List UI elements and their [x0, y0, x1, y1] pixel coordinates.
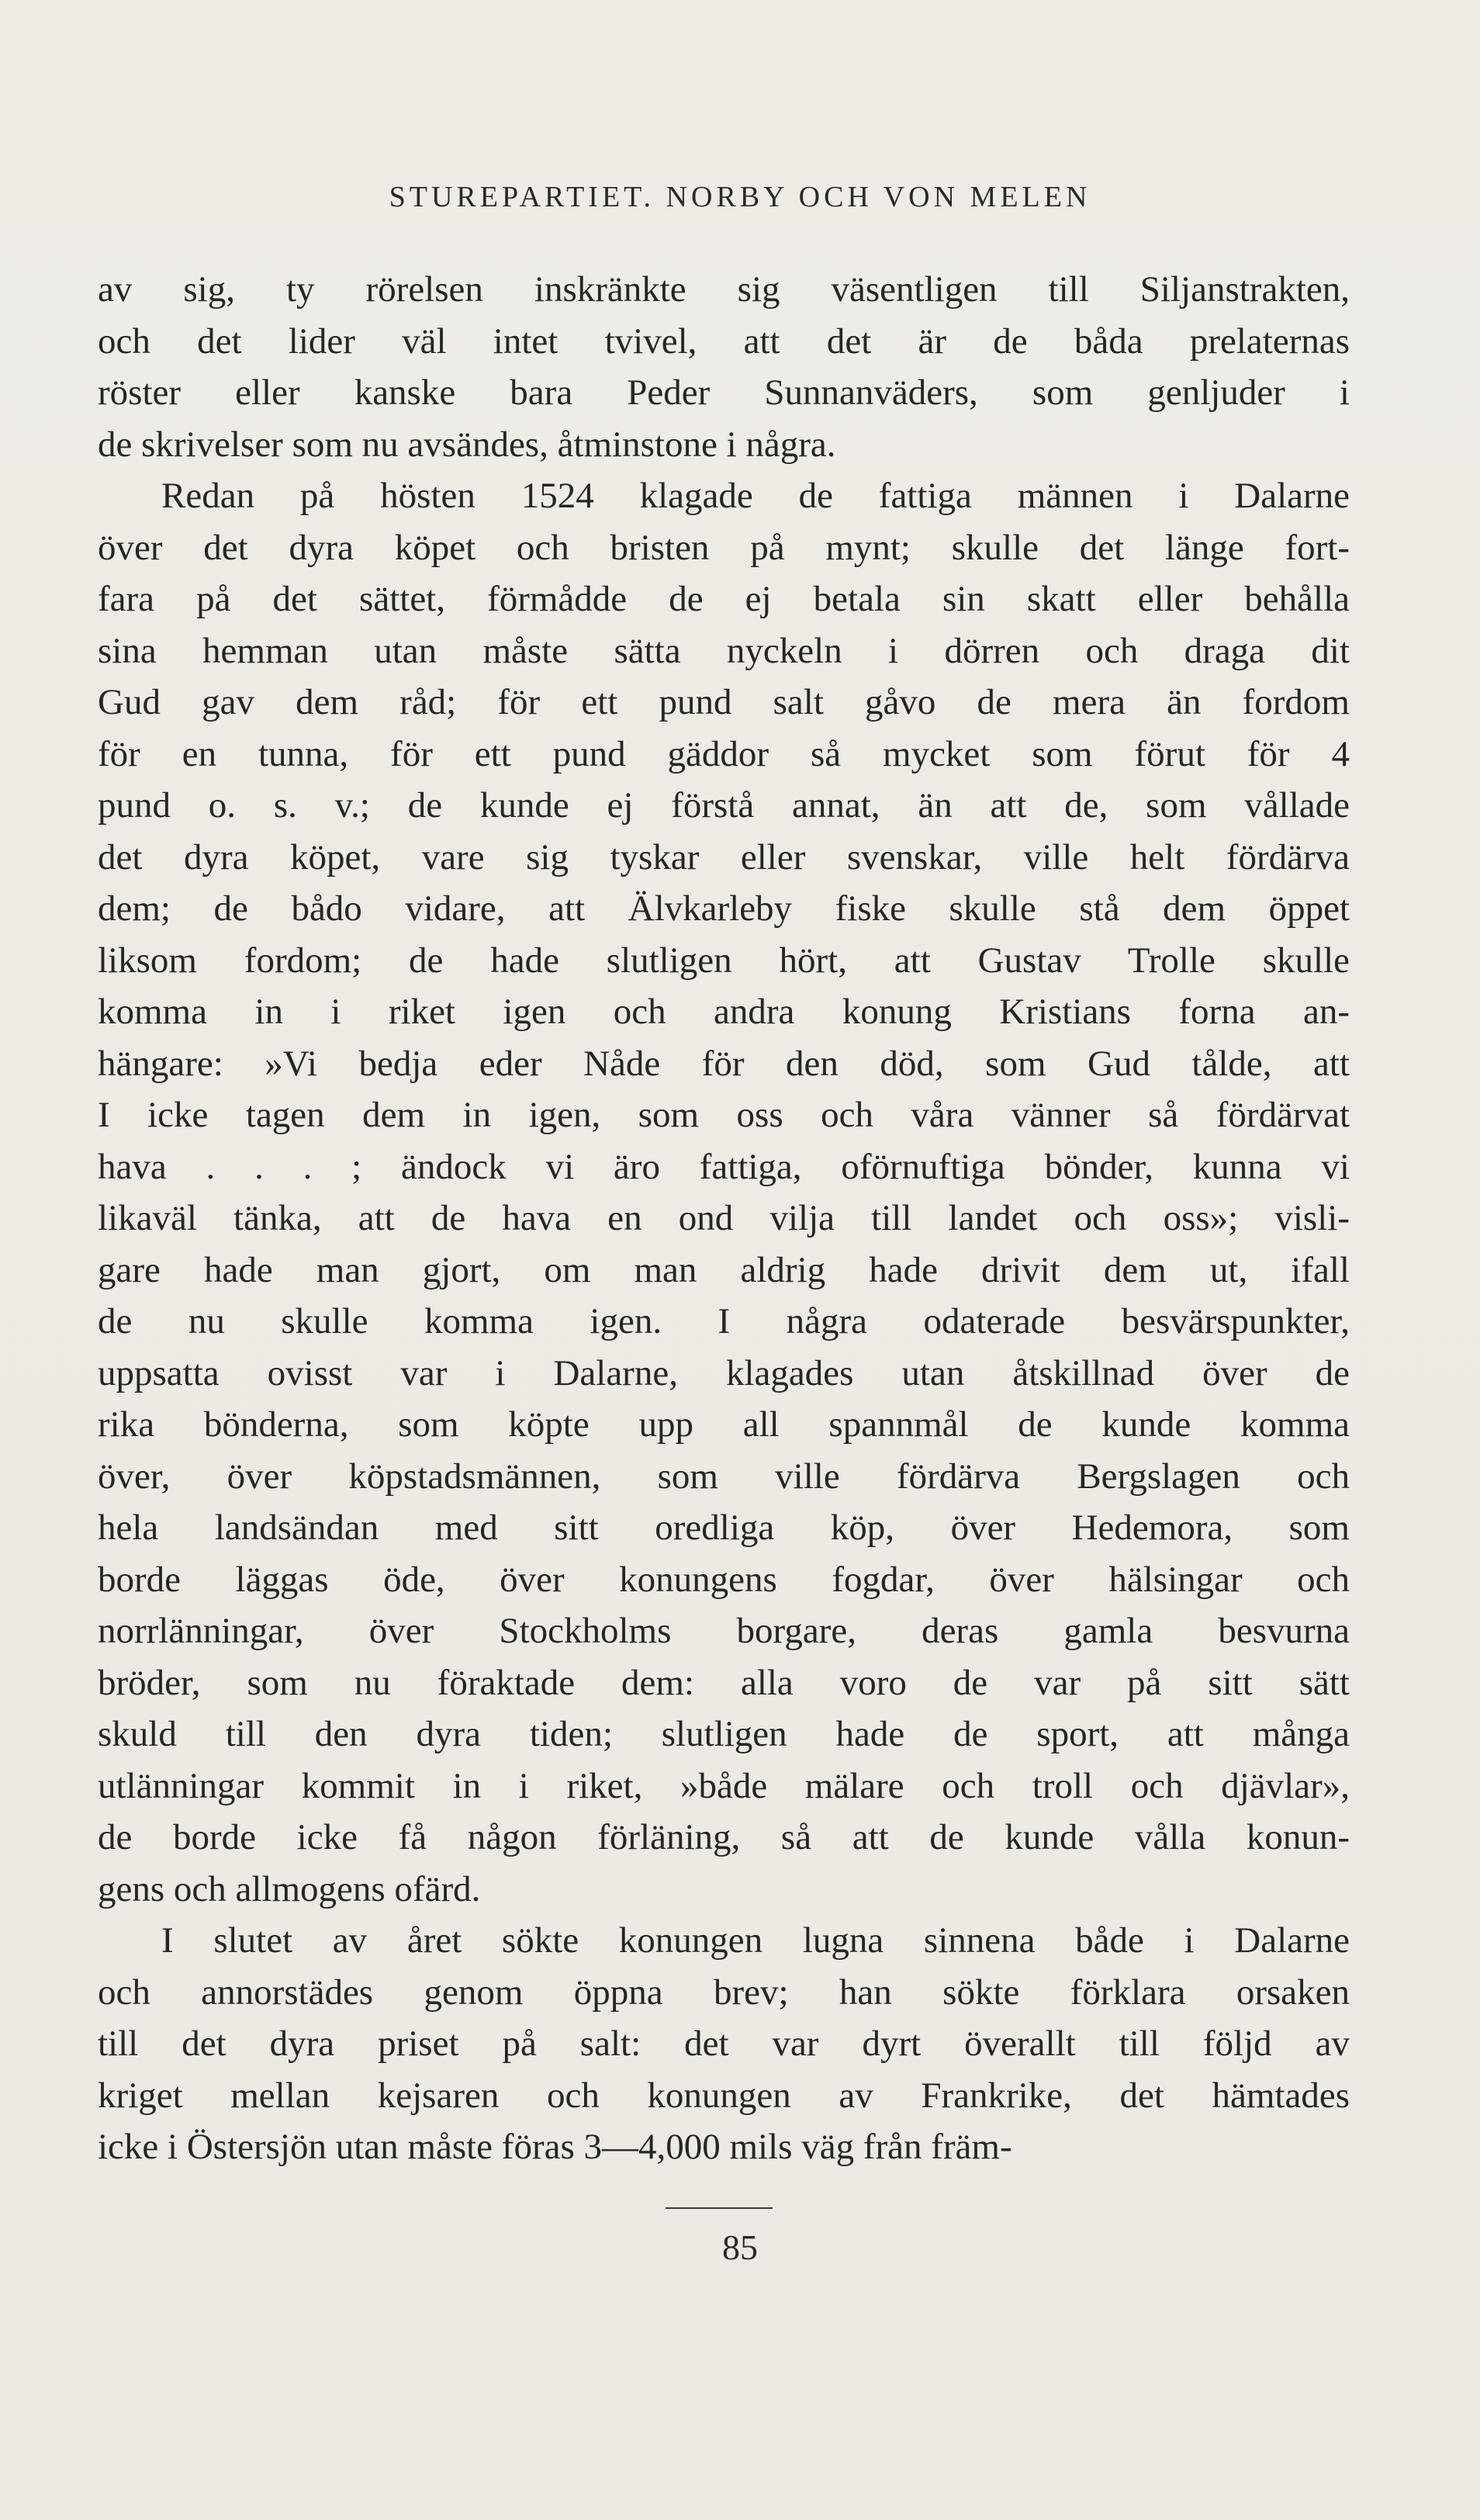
- text-line: till det dyra priset på salt: det var dyrt överallt till följd av: [98, 2023, 1350, 2064]
- text-line: Gud gav dem råd; för ett pund salt gåvo de mera än fordom: [98, 682, 1350, 722]
- text-line: hängare: »Vi bedja eder Nåde för den död, som Gud tålde, att: [98, 1043, 1350, 1084]
- text-line: komma in i riket igen och andra konung Kristians forna an-: [98, 992, 1350, 1032]
- text-line: de borde icke få någon förläning, så att de kunde vålla konun-: [98, 1817, 1350, 1857]
- text-line: I slutet av året sökte konungen lugna sinnena både i Dalarne: [161, 1920, 1350, 1961]
- text-line: liksom fordom; de hade slutligen hört, att Gustav Trolle skulle: [98, 940, 1350, 981]
- text-line: sina hemman utan måste sätta nyckeln i dörren och draga dit: [98, 630, 1350, 671]
- text-line: norrlänningar, över Stockholms borgare, deras gamla besvurna: [98, 1611, 1350, 1651]
- page-number: 85: [722, 2228, 758, 2267]
- text-line: gens och allmogens ofärd.: [98, 1868, 481, 1909]
- text-line: hela landsändan med sitt oredliga köp, över Hedemora, som: [98, 1508, 1350, 1548]
- text-line: likaväl tänka, att de hava en ond vilja till landet och oss»; visli-: [98, 1198, 1350, 1238]
- paragraph: [98, 264, 1350, 470]
- text-line: bröder, som nu föraktade dem: alla voro de var på sitt sätt: [98, 1662, 1350, 1703]
- text-line: skuld till den dyra tiden; slutligen hade de sport, att många: [98, 1714, 1350, 1754]
- text-line: rika bönderna, som köpte upp all spannmål de kunde komma: [98, 1404, 1350, 1445]
- text-line: icke i Östersjön utan måste föras 3—4,000 mils väg från främ-: [98, 2127, 1012, 2167]
- running-head: STUREPARTIET. NORBY OCH VON MELEN: [389, 181, 1091, 213]
- text-line: hava . . . ; ändock vi äro fattiga, oförnuftiga bönder, kunna vi: [98, 1146, 1350, 1187]
- text-line: över, över köpstadsmännen, som ville fördärva Bergslagen och: [98, 1456, 1350, 1497]
- text-line: de nu skulle komma igen. I några odaterade besvärspunkter,: [98, 1301, 1350, 1341]
- text-line: de skrivelser som nu avsändes, åtminstone i några.: [98, 424, 836, 465]
- text-line: borde läggas öde, över konungens fogdar, över hälsingar och: [98, 1559, 1350, 1600]
- text-line: för en tunna, för ett pund gäddor så mycket som förut för 4: [98, 733, 1350, 774]
- text-line: och annorstädes genom öppna brev; han sökte förklara orsaken: [98, 1971, 1350, 2013]
- text-line: gare hade man gjort, om man aldrig hade drivit dem ut, ifall: [98, 1249, 1350, 1290]
- paragraph: [98, 1915, 1350, 2173]
- text-line: över det dyra köpet och bristen på mynt; skulle det länge fort-: [98, 527, 1350, 568]
- text-line: Redan på hösten 1524 klagade de fattiga männen i Dalarne: [161, 476, 1350, 516]
- text-line: uppsatta ovisst var i Dalarne, klagades utan åtskillnad över de: [98, 1352, 1350, 1393]
- paragraph: [98, 470, 1350, 1915]
- text-line: det dyra köpet, vare sig tyskar eller svenskar, ville helt fördärva: [98, 836, 1350, 878]
- text-line: kriget mellan kejsaren och konungen av Frankrike, det hämtades: [98, 2075, 1350, 2116]
- text-line: fara på det sättet, förmådde de ej betala sin skatt eller behålla: [98, 579, 1350, 619]
- text-line: dem; de bådo vidare, att Älvkarleby fiske skulle stå dem öppet: [98, 888, 1350, 929]
- body-text: [98, 264, 1350, 2173]
- text-line: I icke tagen dem in igen, som oss och våra vänner så fördärvat: [98, 1095, 1350, 1135]
- text-line: utlänningar kommit in i riket, »både mälare och troll och djävlar»,: [98, 1765, 1350, 1806]
- footer-rule: [666, 2207, 773, 2209]
- text-line: och det lider väl intet tvivel, att det är de båda prelaternas: [98, 320, 1350, 362]
- text-line: pund o. s. v.; de kunde ej förstå annat, än att de, som vållade: [98, 785, 1350, 826]
- text-line: av sig, ty rörelsen inskränkte sig väsentligen till Siljanstrakten,: [98, 269, 1350, 310]
- text-line: röster eller kanske bara Peder Sunnanväders, som genljuder i: [98, 372, 1350, 413]
